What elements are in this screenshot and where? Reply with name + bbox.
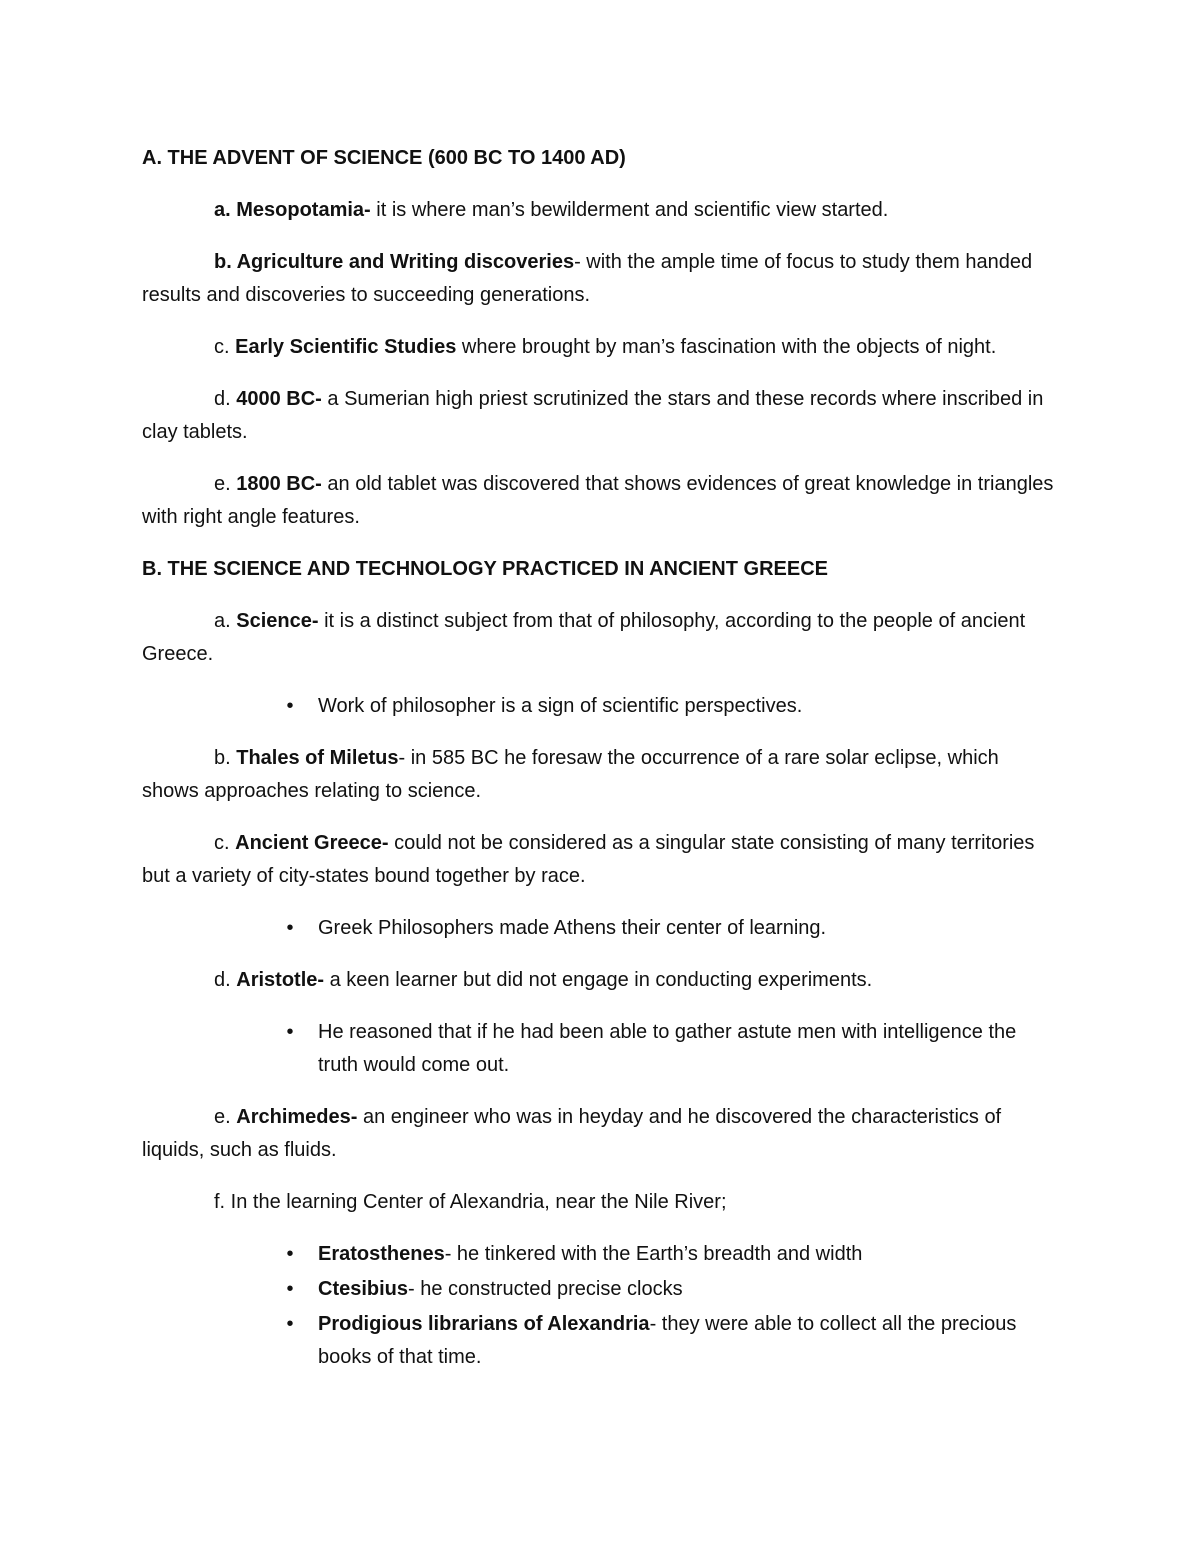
section-b-heading: B. THE SCIENCE AND TECHNOLOGY PRACTICED IN ANCIENT GREECE xyxy=(142,558,828,580)
section-a-item-e: e. 1800 BC- an old tablet was discovered that shows evidences of great knowledge in triangles with right angle features. xyxy=(142,473,1054,528)
section-b-item-a: a. Science- it is a distinct subject from that of philosophy, according to the people of ancient Greece. xyxy=(142,610,1026,665)
section-b-item-e: e. Archimedes- an engineer who was in heyday and he discovered the characteristics of liquids, such as fluids. xyxy=(142,1106,1002,1161)
section-b-item-b: b. Thales of Miletus- in 585 BC he foresaw the occurrence of a rare solar eclipse, which shows approaches relating to science. xyxy=(142,747,999,802)
bullet-icon: • xyxy=(286,1243,294,1265)
section-a-heading: A. THE ADVENT OF SCIENCE (600 BC TO 1400 AD) xyxy=(142,147,626,169)
bullet-icon: • xyxy=(286,917,294,939)
list-item: • He reasoned that if he had been able to gather astute men with intelligence the truth would come out. xyxy=(142,1016,1060,1082)
bullet-icon: • xyxy=(286,1278,294,1300)
section-b-item-f: f. In the learning Center of Alexandria, near the Nile River; xyxy=(214,1191,727,1213)
bullet-icon: • xyxy=(286,1313,294,1335)
section-a-item-b: b. Agriculture and Writing discoveries- with the ample time of focus to study them handed results and discoveries to succeeding generations. xyxy=(142,251,1033,306)
section-b-item-c: c. Ancient Greece- could not be considered as a singular state consisting of many territories but a variety of city-states bound together by race. xyxy=(142,832,1035,887)
section-a-item-c: c. Early Scientific Studies where brought by man’s fascination with the objects of night. xyxy=(214,336,997,358)
bullet-list-greece xyxy=(142,912,1060,945)
list-item: • Greek Philosophers made Athens their center of learning. xyxy=(142,912,1060,945)
bullet-icon: • xyxy=(286,1021,294,1043)
list-item: • Eratosthenes- he tinkered with the Earth’s breadth and width xyxy=(142,1238,1060,1271)
bullet-list-science xyxy=(142,690,1060,723)
list-item: • Prodigious librarians of Alexandria- they were able to collect all the precious books of that time. xyxy=(142,1308,1060,1374)
bullet-list-alexandria xyxy=(142,1238,1060,1374)
bullet-icon: • xyxy=(286,695,294,717)
section-a-item-a: a. Mesopotamia- it is where man’s bewilderment and scientific view started. xyxy=(214,199,889,221)
list-item: • Ctesibius- he constructed precise clocks xyxy=(142,1273,1060,1306)
bullet-list-aristotle xyxy=(142,1016,1060,1082)
section-a-item-d: d. 4000 BC- a Sumerian high priest scrutinized the stars and these records where inscribed in clay tablets. xyxy=(142,388,1044,443)
section-b-item-d: d. Aristotle- a keen learner but did not engage in conducting experiments. xyxy=(214,969,873,991)
list-item: • Work of philosopher is a sign of scientific perspectives. xyxy=(142,690,1060,723)
